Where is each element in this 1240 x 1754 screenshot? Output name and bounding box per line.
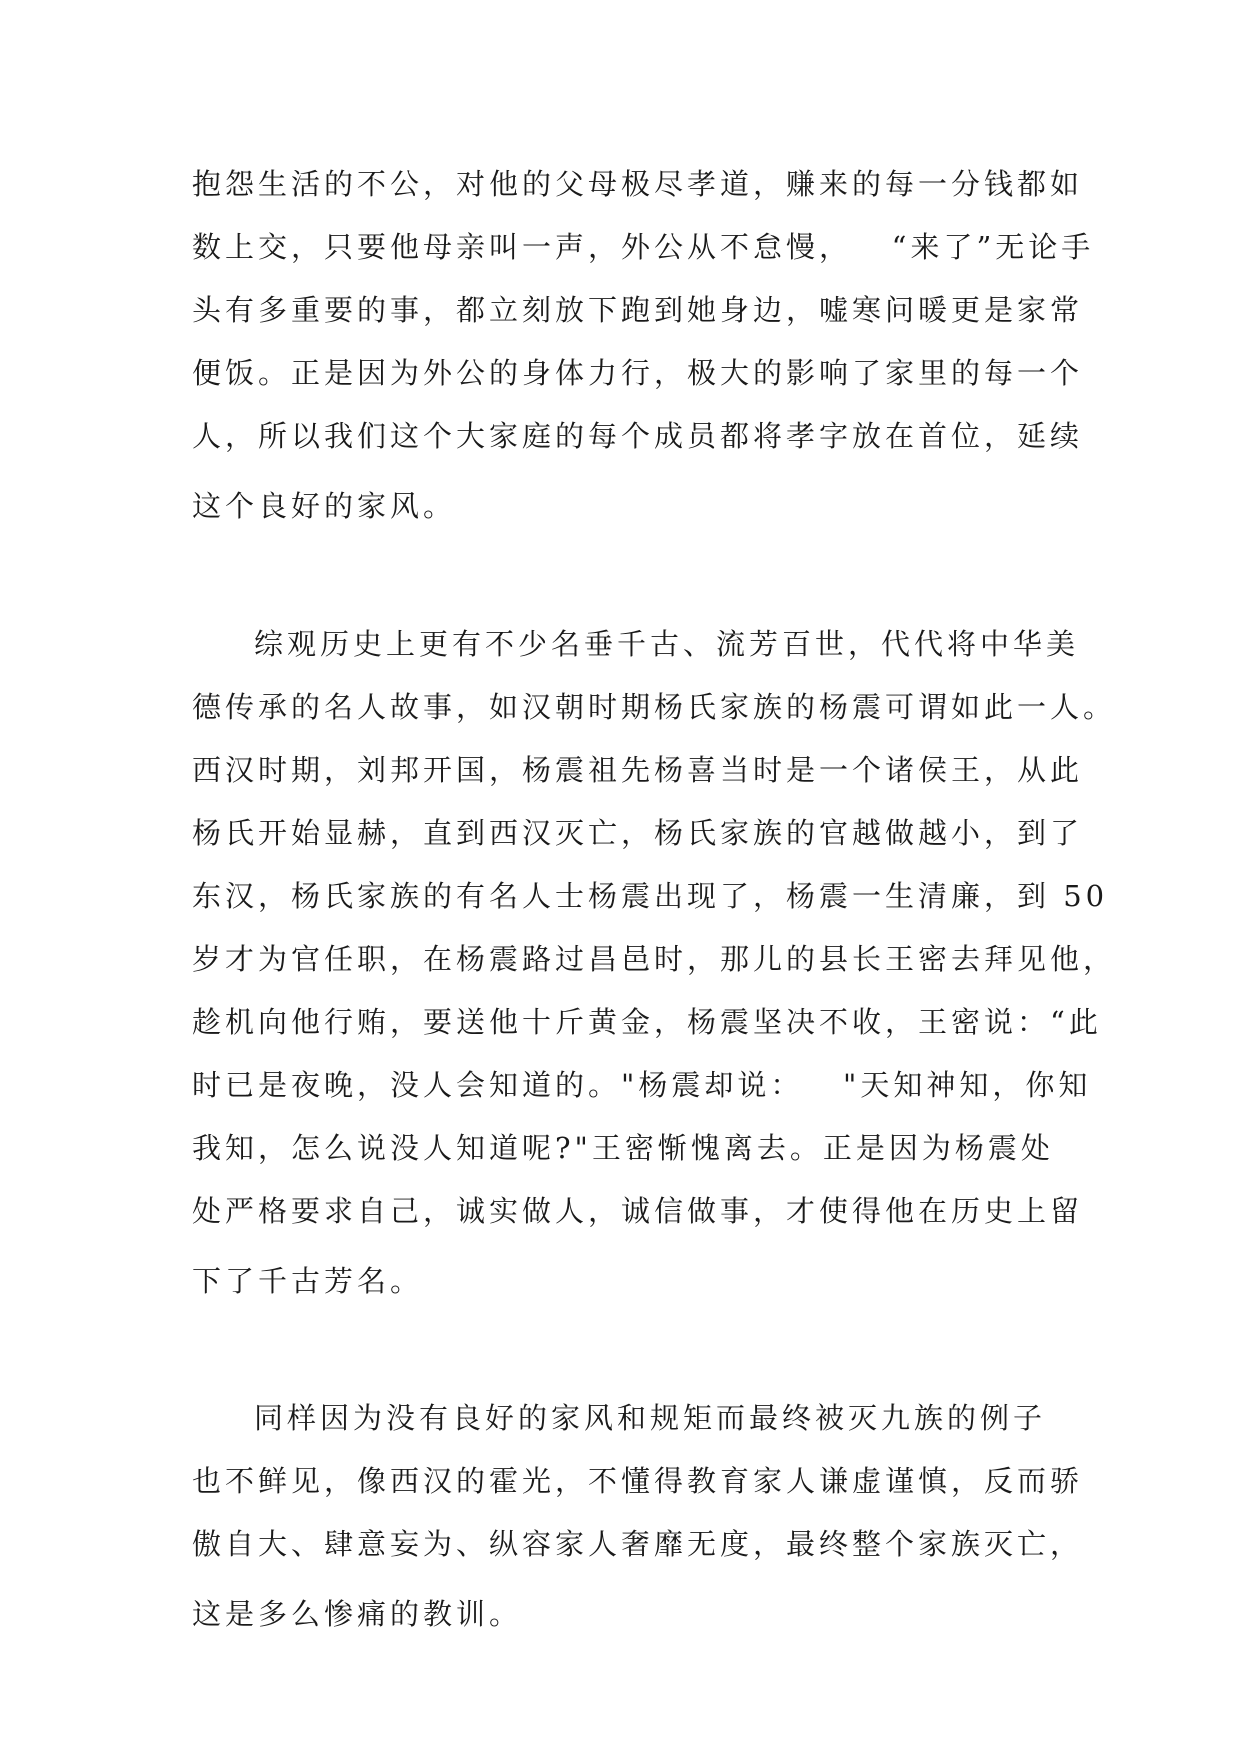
text-line: 西汉时期，刘邦开国，杨震祖先杨喜当时是一个诸侯王，从此	[192, 753, 1084, 787]
text-line: 我知，怎么说没人知道呢?"王密惭愧离去。正是因为杨震处	[192, 1131, 1054, 1165]
text-line: 处严格要求自己，诚实做人，诚信做事，才使得他在历史上留	[192, 1194, 1084, 1228]
text-line: 也不鲜见，像西汉的霍光，不懂得教育家人谦虚谨慎，反而骄	[192, 1464, 1084, 1498]
text-line: 杨氏开始显赫，直到西汉灭亡，杨氏家族的官越做越小，到了	[192, 816, 1084, 850]
text-line: 岁才为官任职，在杨震路过昌邑时，那儿的县长王密去拜见他，	[192, 942, 1117, 976]
text-line: 这是多么惨痛的教训。	[192, 1597, 523, 1631]
text-line: 东汉，杨氏家族的有名人士杨震出现了，杨震一生清廉，到 50	[192, 879, 1109, 913]
text-line: 数上交，只要他母亲叫一声，外公从不怠慢， “来了”无论手	[192, 230, 1095, 264]
text-line: 时已是夜晚，没人会知道的。"杨震却说： "天知神知，你知	[192, 1068, 1092, 1102]
text-line: 趁机向他行贿，要送他十斤黄金，杨震坚决不收，王密说：“此	[192, 1005, 1102, 1039]
text-line: 德传承的名人故事，如汉朝时期杨氏家族的杨震可谓如此一人。	[192, 690, 1117, 724]
text-line: 便饭。正是因为外公的身体力行，极大的影响了家里的每一个	[192, 356, 1084, 390]
text-line: 人，所以我们这个大家庭的每个成员都将孝字放在首位，延续	[192, 419, 1084, 453]
text-line: 头有多重要的事，都立刻放下跑到她身边，嘘寒问暖更是家常	[192, 293, 1084, 327]
text-line: 这个良好的家风。	[192, 489, 457, 523]
text-line: 傲自大、肆意妄为、纵容家人奢靡无度，最终整个家族灭亡，	[192, 1527, 1084, 1561]
text-line: 抱怨生活的不公，对他的父母极尽孝道，赚来的每一分钱都如	[192, 167, 1084, 201]
text-line: 同样因为没有良好的家风和规矩而最终被灭九族的例子	[254, 1401, 1047, 1435]
text-line: 下了千古芳名。	[192, 1264, 424, 1298]
text-line: 综观历史上更有不少名垂千古、流芳百世，代代将中华美	[254, 627, 1080, 661]
